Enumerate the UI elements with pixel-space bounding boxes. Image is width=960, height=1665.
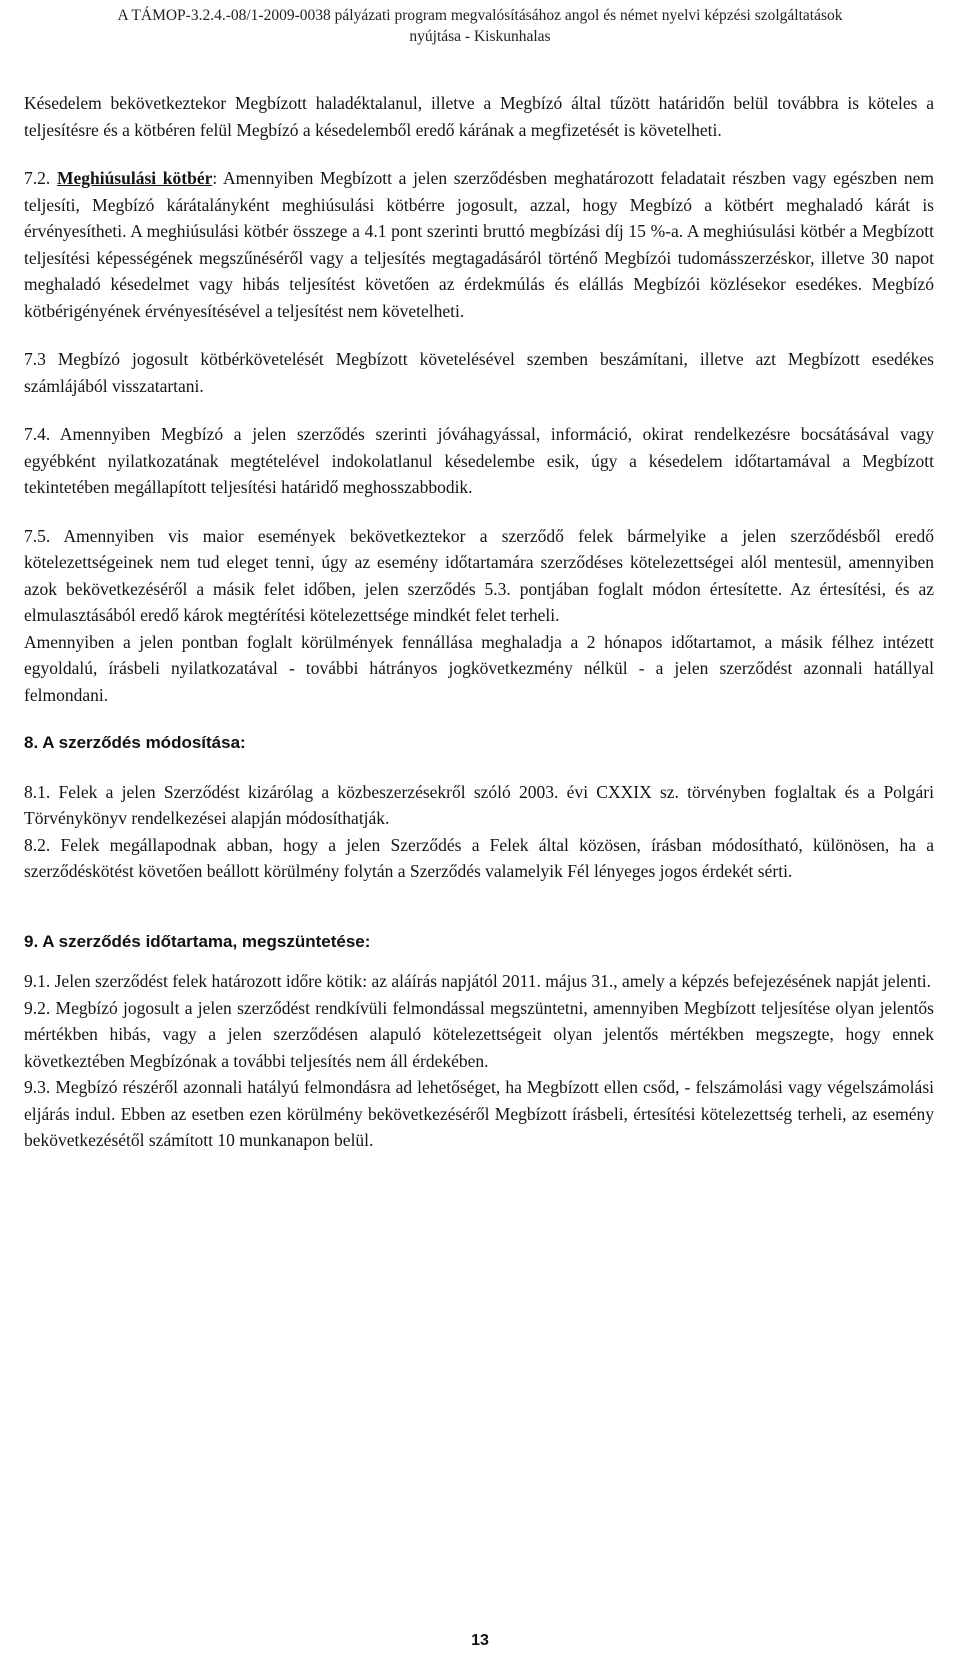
paragraph-7-2-text: : Amennyiben Megbízott a jelen szerződésben meghatározott feladatait részben vagy egészben nem teljesíti, Megbízó kárátalányként meghiúsulási kötbérre jogosult, azzal, hogy Megbízó a kötbért meghaladó kárát is érvényesítheti. A meghiúsulási kötbér összege a 4.1 pont szerinti bruttó megbízási díj 15 %-a. A meghiúsulási kötbér a Megbízott teljesítési képességének megszűnéséről vagy a teljesítés megtagadásáról történő Megbízói tudomásszerzéskor, illetve 30 napot meghaladó késedelmet vagy hibás teljesítést követően az érdekmúlás és elállás Megbízói közlésekor esedékes. Megbízó kötbérigényének érvényesítésével a teljesítést nem követelheti. [24, 168, 934, 321]
paragraph-7-5: 7.5. Amennyiben vis maior események bekövetkeztekor a szerződő felek bármelyike a jelen szerződésből eredő kötelezettségeinek nem tud eleget tenni, úgy az esemény időtartamára szerződéses kötelezettségei alól mentesül, amennyiben azok bekövetkezéséről a másik felet időben, jelen szerződés 5.3. pontjában foglalt módon értesítette. Az értesítési, és az elmulasztásából eredő károk megtérítési kötelezettsége mindkét felet terheli. [24, 525, 934, 625]
page-header [0, 5, 960, 47]
paragraph-7-3: 7.3 Megbízó jogosult kötbérkövetelését Megbízott követelésével szemben beszámítani, illetve azt Megbízott esedékes számlájából visszatartani. [24, 349, 934, 396]
paragraph-7-2-number: 7.2. [24, 168, 57, 188]
paragraph-7-2 [24, 165, 934, 324]
section-heading-8: 8. A szerződés módosítása: [24, 733, 246, 752]
paragraph-9-1: 9.1. Jelen szerződést felek határozott időre kötik: az aláírás napjától 2011. május 31., amely a képzés befejezésének napját jelenti. [24, 971, 932, 991]
paragraph-9-2: 9.2. Megbízó jogosult a jelen szerződést rendkívüli felmondással megszüntetni, amennyiben Megbízott teljesítése olyan jelentős mértékben hibás, vagy a jelen szerződésen alapuló kötelezettségeit olyan jelentős mértékben megszegte, hogy ennek következtében Megbízónak a további teljesítés nem áll érdekében. [24, 997, 934, 1071]
header-line-2: nyújtása - Kiskunhalas [409, 28, 551, 45]
paragraph-8-1: 8.1. Felek a jelen Szerződést kizárólag a közbeszerzésekről szóló 2003. évi CXXIX sz. törvényben foglaltak és a Polgári Törvénykönyv rendelkezései alapján módosíthatják. [24, 781, 934, 828]
section-heading-9: 9. A szerződés időtartama, megszüntetése: [24, 931, 371, 951]
document-body [24, 90, 934, 1154]
page-number: 13 [471, 1632, 489, 1649]
header-line-1: A TÁMOP-3.2.4.-08/1-2009-0038 pályázati program megvalósításához angol és német nyelvi képzési szolgáltatások [117, 7, 843, 24]
paragraph-8-2: 8.2. Felek megállapodnak abban, hogy a jelen Szerződés a Felek által közösen, írásban módosítható, különösen, ha a szerződéskötést követően beállott körülmény folytán a Szerződés valamelyik Fél lényeges jogos érdekét sérti. [24, 834, 934, 881]
paragraph-9-3: 9.3. Megbízó részéről azonnali hatályú felmondásra ad lehetőséget, ha Megbízott ellen csőd, - felszámolási vagy végelszámolási eljárás indul. Ebben az esetben ezen körülmény bekövetkezéséről Megbízott írásbeli, értesítési kötelezettség terheli, az esemény bekövetkezésétől számított 10 munkanapon belül. [24, 1077, 934, 1150]
paragraph-7-2-title: Meghiúsulási kötbér [56, 168, 213, 188]
paragraph-delay: Késedelem bekövetkeztekor Megbízott haladéktalanul, illetve a Megbízó által tűzött határidőn belül továbbra is köteles a teljesítésre és a kötbéren felül Megbízó a késedelemből eredő kárának a megfizetését is követelheti. [24, 93, 934, 140]
paragraph-7-4: 7.4. Amennyiben Megbízó a jelen szerződés szerinti jóváhagyással, információ, okirat rendelkezésre bocsátásával vagy egyébként nyilatkozatának megtételével indokolatlanul késedelembe esik, úgy a késedelem időtartamával a Megbízott tekintetében megállapított teljesítési határidő meghosszabbodik. [24, 424, 934, 497]
paragraph-7-5-continued: Amennyiben a jelen pontban foglalt körülmények fennállása meghaladja a 2 hónapos időtartamot, a másik félhez intézett egyoldalú, írásbeli nyilatkozatával - további hátrányos jogkövetkezmény nélkül - a jelen szerződést azonnali hatállyal felmondani. [24, 631, 934, 705]
